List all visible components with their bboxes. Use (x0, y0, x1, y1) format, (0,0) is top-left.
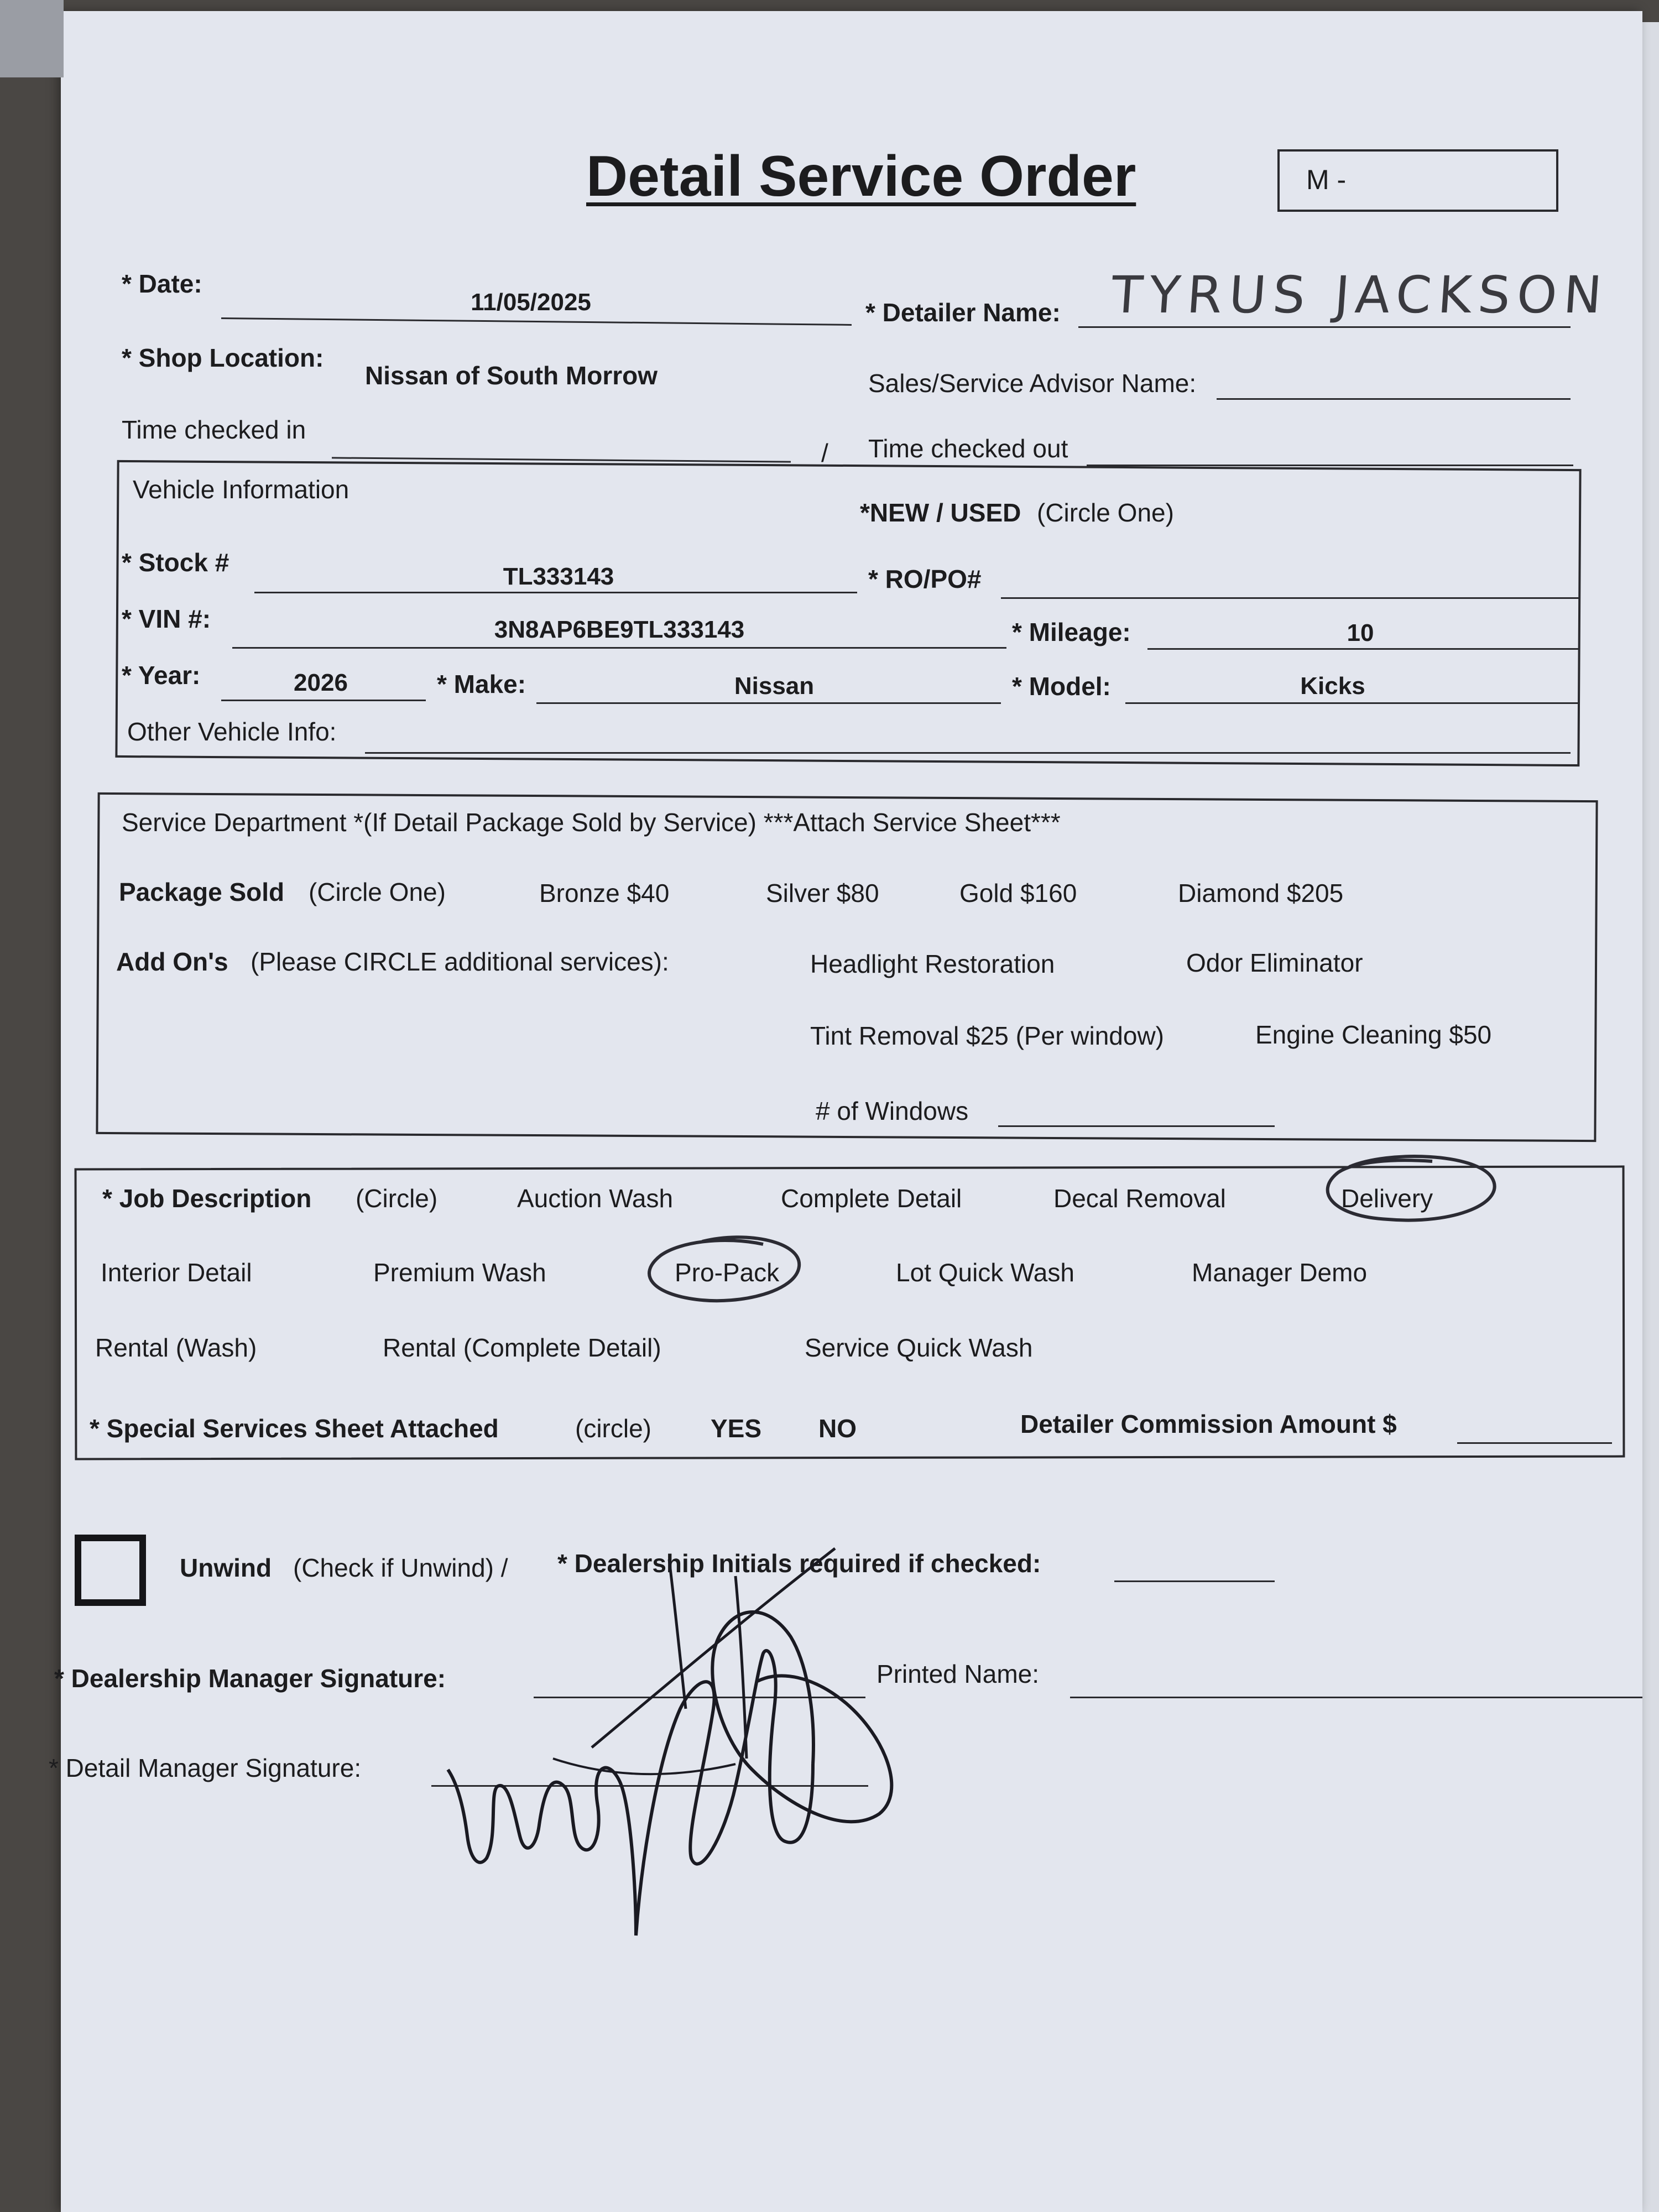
ro-po-label: * RO/PO# (868, 565, 982, 593)
pro-pack-circle-mark (636, 1230, 818, 1313)
special-services-note: (circle) (575, 1414, 651, 1443)
detail-manager-signature-label: * Detail Manager Signature: (49, 1754, 362, 1782)
year-label: * Year: (122, 661, 201, 690)
package-sold-note: (Circle One) (309, 878, 446, 906)
year-field[interactable] (221, 700, 426, 701)
make-value: Nissan (734, 672, 815, 700)
commission-field[interactable] (1457, 1442, 1612, 1444)
special-services-label: * Special Services Sheet Attached (90, 1414, 499, 1443)
desk-corner (0, 0, 64, 77)
printed-name-label: Printed Name: (877, 1660, 1040, 1688)
job-rental-complete-detail[interactable]: Rental (Complete Detail) (383, 1333, 661, 1362)
date-label: * Date: (122, 269, 202, 298)
advisor-label: Sales/Service Advisor Name: (868, 369, 1197, 398)
time-in-label: Time checked in (122, 415, 306, 444)
job-delivery[interactable]: Delivery (1341, 1184, 1433, 1213)
make-field[interactable] (536, 702, 1001, 704)
job-auction-wash[interactable]: Auction Wash (517, 1184, 674, 1213)
form-title: Detail Service Order (586, 144, 1136, 208)
new-used-label[interactable]: *NEW / USED (860, 498, 1021, 527)
package-bronze[interactable]: Bronze $40 (539, 879, 670, 907)
special-services-yes[interactable]: YES (711, 1414, 762, 1443)
mileage-label: * Mileage: (1012, 618, 1131, 646)
job-service-quick-wash[interactable]: Service Quick Wash (805, 1333, 1033, 1362)
special-services-no[interactable]: NO (818, 1414, 857, 1443)
vin-label: * VIN #: (122, 604, 211, 633)
date-field[interactable] (221, 317, 852, 326)
detailer-name-label: * Detailer Name: (865, 298, 1061, 327)
job-description-label: * Job Description (102, 1184, 312, 1213)
order-number-label: M - (1306, 164, 1347, 195)
model-label: * Model: (1012, 672, 1111, 701)
job-pro-pack[interactable]: Pro-Pack (675, 1258, 780, 1287)
dealership-initials-label: * Dealership Initials required if checked: (557, 1549, 1041, 1578)
job-lot-quick-wash[interactable]: Lot Quick Wash (896, 1258, 1074, 1287)
mileage-field[interactable] (1147, 648, 1579, 650)
service-department-header: Service Department *(If Detail Package Sold by Service) ***Attach Service Sheet*** (122, 808, 1061, 837)
shop-location-value: Nissan of South Morrow (365, 361, 658, 390)
windows-count-field[interactable] (998, 1125, 1275, 1127)
shop-location-label: * Shop Location: (122, 343, 324, 372)
addon-engine-cleaning[interactable]: Engine Cleaning $50 (1255, 1020, 1492, 1049)
time-separator: / (821, 439, 828, 467)
job-complete-detail[interactable]: Complete Detail (781, 1184, 962, 1213)
stock-value: TL333143 (503, 563, 614, 590)
time-out-label: Time checked out (868, 434, 1068, 463)
dealership-initials-field[interactable] (1114, 1580, 1275, 1582)
vin-value: 3N8AP6BE9TL333143 (494, 616, 745, 643)
job-premium-wash[interactable]: Premium Wash (373, 1258, 546, 1287)
addons-note: (Please CIRCLE additional services): (251, 947, 669, 976)
model-field[interactable] (1125, 702, 1579, 704)
make-label: * Make: (437, 670, 526, 698)
new-used-note: (Circle One) (1037, 498, 1174, 527)
job-interior-detail[interactable]: Interior Detail (101, 1258, 252, 1287)
package-gold[interactable]: Gold $160 (959, 879, 1077, 907)
package-sold-label: Package Sold (119, 878, 285, 906)
unwind-label: Unwind (180, 1553, 272, 1582)
stock-field[interactable] (254, 592, 857, 593)
model-value: Kicks (1300, 672, 1365, 700)
date-value: 11/05/2025 (471, 289, 591, 316)
windows-count-label: # of Windows (816, 1097, 969, 1125)
package-silver[interactable]: Silver $80 (766, 879, 879, 907)
job-decal-removal[interactable]: Decal Removal (1053, 1184, 1226, 1213)
job-manager-demo[interactable]: Manager Demo (1192, 1258, 1368, 1287)
commission-label: Detailer Commission Amount $ (1020, 1410, 1397, 1438)
vehicle-info-header: Vehicle Information (133, 475, 349, 504)
job-rental-wash[interactable]: Rental (Wash) (95, 1333, 257, 1362)
addons-label: Add On's (116, 947, 228, 976)
signature-ink (426, 1526, 924, 1941)
addon-tint-removal[interactable]: Tint Removal $25 (Per window) (810, 1021, 1164, 1050)
detailer-name-field[interactable] (1078, 326, 1571, 328)
addon-headlight-restoration[interactable]: Headlight Restoration (810, 950, 1055, 978)
addon-odor-eliminator[interactable]: Odor Eliminator (1186, 948, 1363, 977)
unwind-checkbox[interactable] (75, 1535, 146, 1606)
dealership-manager-signature-label: * Dealership Manager Signature: (54, 1664, 446, 1693)
service-order-sheet (49, 11, 1642, 2212)
ro-po-field[interactable] (1001, 597, 1579, 599)
package-diamond[interactable]: Diamond $205 (1178, 879, 1344, 907)
detailer-name-handwritten: TYRUS JACKSON (1109, 265, 1611, 325)
delivery-circle-mark (1316, 1147, 1504, 1230)
other-vehicle-info-field[interactable] (365, 752, 1571, 754)
other-vehicle-info-label: Other Vehicle Info: (127, 717, 337, 746)
advisor-field[interactable] (1217, 398, 1571, 400)
vin-field[interactable] (232, 647, 1006, 649)
job-description-note: (Circle) (356, 1184, 438, 1213)
stock-label: * Stock # (122, 548, 229, 577)
unwind-note: (Check if Unwind) / (293, 1553, 508, 1582)
printed-name-field[interactable] (1070, 1697, 1642, 1698)
mileage-value: 10 (1347, 619, 1374, 646)
order-number-box[interactable] (1277, 149, 1558, 212)
year-value: 2026 (294, 669, 348, 696)
